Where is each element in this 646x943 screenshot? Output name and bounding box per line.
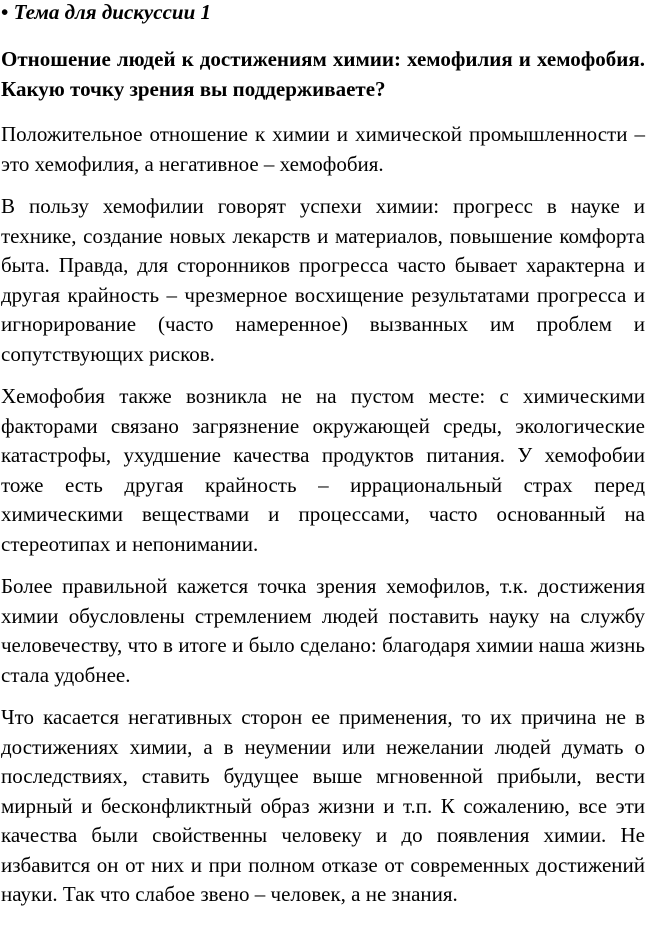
paragraph-definition: Положительное отношение к химии и химической промышленности – это хемофилия, а негативное – хемофобия. — [1, 122, 645, 176]
paragraph-opinion: Более правильной кажется точка зрения хемофилов, т.к. достижения химии обусловлены стремлением людей поставить науку на службу человечеству, что в итоге и было сделано: благодаря химии наша жизнь стала удобнее. — [1, 574, 645, 687]
paragraph-conclusion: Что касается негативных сторон ее применения, то их причина не в достижениях химии, а в неумении или нежелании людей думать о последствиях, ставить будущее выше мгновенной прибыли, вести мирный и бесконфликтный образ жизни и т.п. К сожалению, все эти качества были свойственны человеку и до появления химии. Не избавится он от них и при полном отказе от современных достижений науки. Так что слабое звено – человек, а не знания. — [1, 705, 645, 906]
topic-heading — [1, 0, 645, 24]
topic-title: Тема для дискуссии 1 — [13, 0, 212, 24]
paragraph-chemophobia: Хемофобия также возникла не на пустом месте: с химическими факторами связано загрязнение окружающей среды, экологические катастрофы, ухудшение качества продуктов питания. У хемофобии тоже есть другая крайность – иррациональный страх перед химическими веществами и процессами, часто основанный на стереотипах и непонимании. — [1, 384, 645, 556]
bullet-marker: • — [1, 0, 9, 24]
discussion-question: Отношение людей к достижениям химии: хемофилия и хемофобия. Какую точку зрения вы поддерживаете? — [1, 47, 645, 101]
paragraph-chemophilia: В пользу хемофилии говорят успехи химии: прогресс в науке и технике, создание новых лекарств и материалов, повышение комфорта быта. Правда, для сторонников прогресса часто бывает характерна и другая крайность – чрезмерное восхищение результатами прогресса и игнорирование (часто намеренное) вызванных им проблем и сопутствующих рисков. — [1, 194, 645, 366]
